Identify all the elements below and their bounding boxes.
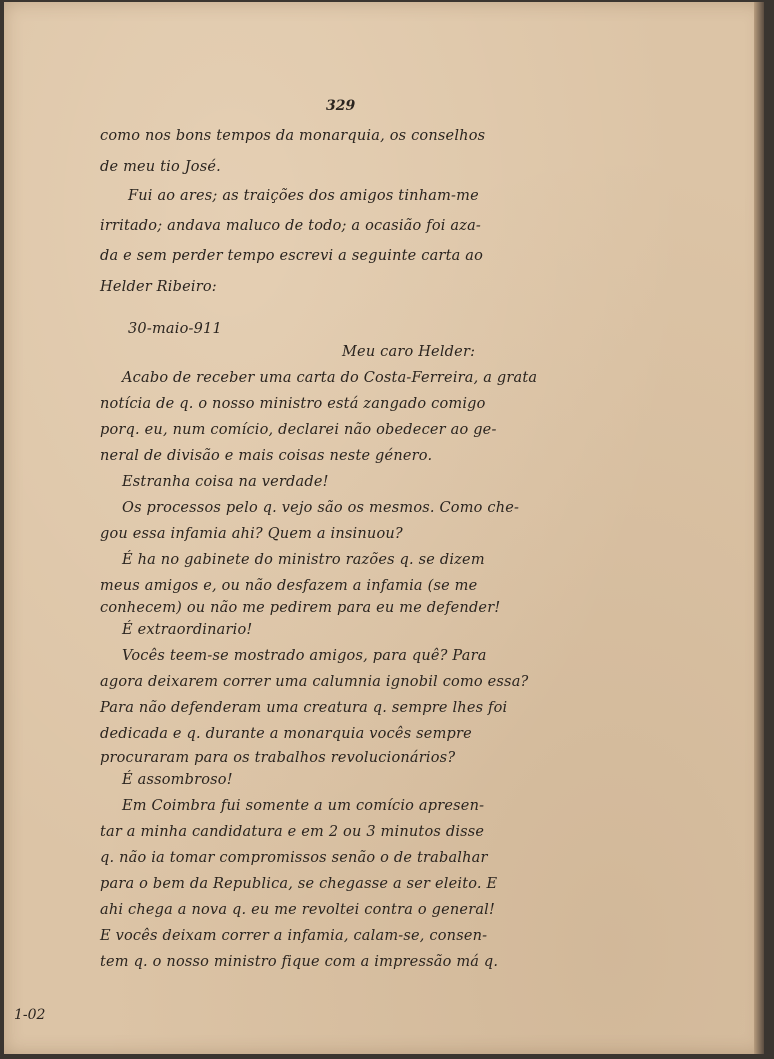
- manuscript-page: [4, 2, 764, 1054]
- text-line: da e sem perder tempo escrevi a seguinte carta ao: [100, 248, 484, 264]
- text-line: Em Coimbra fui somente a um comício apresen-: [122, 798, 485, 814]
- page-number: 329: [326, 98, 356, 114]
- text-line: agora deixarem correr uma calumnia ignobil como essa?: [100, 674, 529, 690]
- text-line: neral de divisão e mais coisas neste género.: [100, 448, 433, 464]
- text-line: irritado; andava maluco de todo; a ocasião foi aza-: [100, 218, 482, 234]
- text-line: tar a minha candidatura e em 2 ou 3 minutos disse: [100, 824, 485, 840]
- text-line: Helder Ribeiro:: [100, 279, 217, 295]
- letter-date: 30-maio-911: [128, 321, 222, 337]
- text-line: q. não ia tomar compromissos senão o de trabalhar: [100, 850, 488, 866]
- text-line: Estranha coisa na verdade!: [122, 474, 329, 490]
- text-line: tem q. o nosso ministro fique com a impressão má q.: [100, 954, 499, 970]
- text-line: meus amigos e, ou não desfazem a infamia (se me: [100, 578, 478, 594]
- text-line: Acabo de receber uma carta do Costa-Ferreira, a grata: [122, 370, 538, 386]
- page-edge-shadow: [754, 2, 764, 1054]
- text-line: ahi chega a nova q. eu me revoltei contra o general!: [100, 902, 496, 918]
- text-line: de meu tio José.: [100, 159, 221, 175]
- text-line: Fui ao ares; as traições dos amigos tinham-me: [128, 188, 479, 204]
- text-line: É ha no gabinete do ministro razões q. se dizem: [122, 552, 485, 568]
- text-line: É assombroso!: [122, 772, 233, 788]
- letter-salutation: Meu caro Helder:: [342, 344, 476, 360]
- text-line: gou essa infamia ahi? Quem a insinuou?: [100, 526, 403, 542]
- text-line: notícia de q. o nosso ministro está zangado comigo: [100, 396, 486, 412]
- text-line: É extraordinario!: [122, 622, 253, 638]
- text-line: E vocês deixam correr a infamia, calam-se, consen-: [100, 928, 488, 944]
- text-line: para o bem da Republica, se chegasse a ser eleito. E: [100, 876, 498, 892]
- text-line: Vocês teem-se mostrado amigos, para quê? Para: [122, 648, 487, 664]
- text-line: dedicada e q. durante a monarquia vocês sempre: [100, 726, 472, 742]
- text-line: porq. eu, num comício, declarei não obedecer ao ge-: [100, 422, 497, 438]
- text-line: Para não defenderam uma creatura q. sempre lhes foi: [100, 700, 508, 716]
- text-line: conhecem) ou não me pedirem para eu me defender!: [100, 600, 501, 616]
- corner-annotation: 1-02: [14, 1007, 46, 1023]
- text-line: Os processos pelo q. vejo são os mesmos. Como che-: [122, 500, 520, 516]
- text-line: procuraram para os trabalhos revolucionários?: [100, 750, 456, 766]
- text-line: como nos bons tempos da monarquia, os conselhos: [100, 128, 486, 144]
